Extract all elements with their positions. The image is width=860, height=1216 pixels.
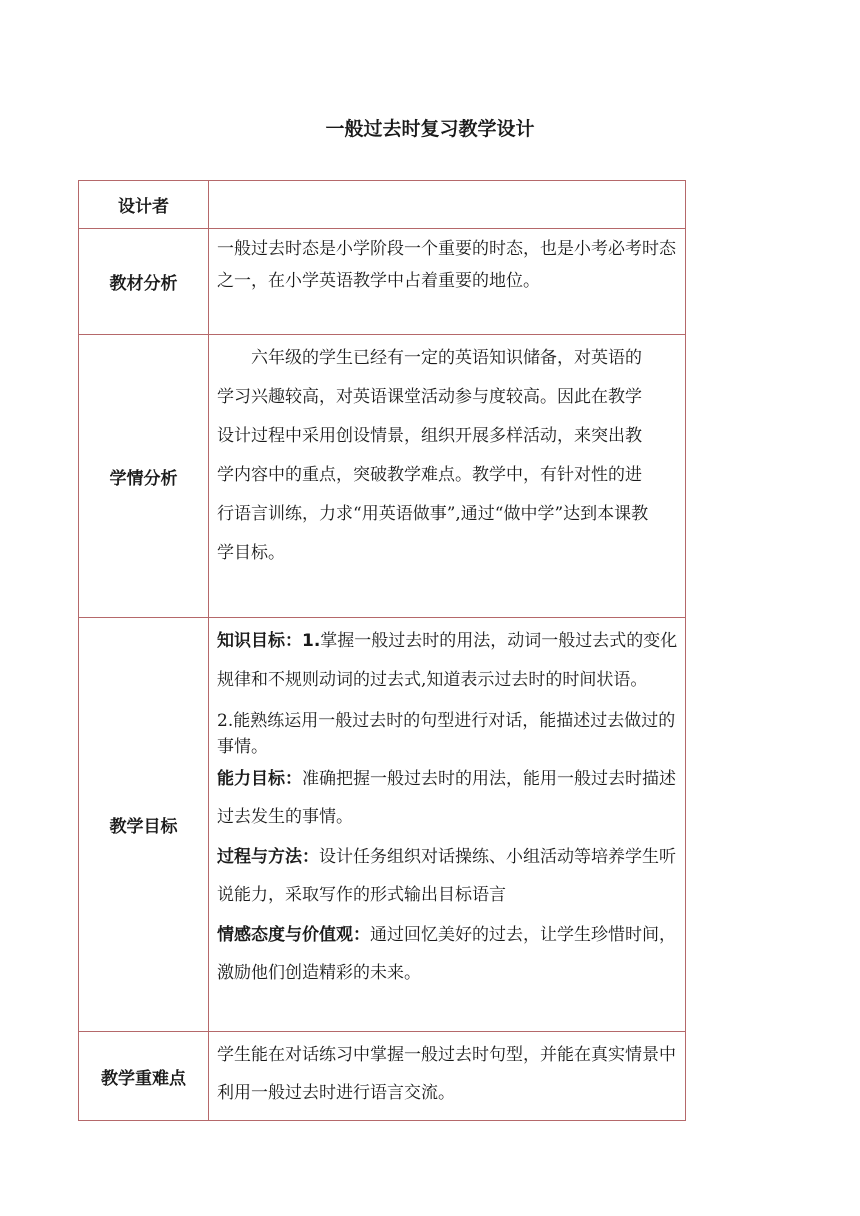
document-title: 一般过去时复习教学设计	[325, 118, 535, 140]
teaching-goals-cell	[209, 618, 686, 1032]
table-row	[79, 181, 686, 229]
process-goal-text: 设计任务组织对话操练、小组活动等培养学生听说能力，采取写作的形式输出目标语言	[217, 847, 676, 905]
knowledge-goal-2: 2.能熟练运用一般过去时的句型进行对话，能描述过去做过的事情。	[217, 711, 676, 757]
key-points-text: 学生能在对话练习中掌握一般过去时句型，并能在真实情景中利用一般过去时进行语言交流。	[209, 1032, 686, 1121]
learner-analysis-label: 学情分析	[79, 335, 209, 618]
ability-goal-text: 准确把握一般过去时的用法，能用一般过去时描述过去发生的事情。	[217, 769, 676, 827]
ability-goal	[217, 760, 679, 836]
designer-value	[209, 181, 686, 229]
material-analysis-text: 一般过去时态是小学阶段一个重要的时态，也是小考必考时态之一，在小学英语教学中占着重要的地位。	[209, 229, 686, 335]
material-analysis-label: 教材分析	[79, 229, 209, 335]
process-goal-label: 过程与方法：	[217, 847, 319, 867]
knowledge-goal-text: 掌握一般过去时的用法，动词一般过去式的变化规律和不规则动词的过去式,知道表示过去时的时间状语。	[217, 631, 678, 690]
ability-goal-label: 能力目标：	[217, 769, 302, 789]
emotion-goal	[217, 916, 679, 992]
lesson-plan-table	[78, 180, 686, 1121]
table-row	[79, 229, 686, 335]
knowledge-goal	[217, 622, 679, 700]
key-points-label: 教学重难点	[79, 1032, 209, 1121]
teaching-goals-label: 教学目标	[79, 618, 209, 1032]
designer-label: 设计者	[79, 181, 209, 229]
knowledge-goal-label: 知识目标：1.	[217, 631, 321, 651]
emotion-goal-label: 情感态度与价值观：	[217, 925, 370, 945]
learner-analysis-text: 六年级的学生已经有一定的英语知识储备，对英语的学习兴趣较高，对英语课堂活动参与度较高。因此在教学设计过程中采用创设情景，组织开展多样活动，来突出教学内容中的重点，突破教学难点。教学中，有针对性的进行语言训练，力求“用英语做事”,通过“做中学”达到本课教学目标。	[217, 348, 649, 563]
emotion-goal-text: 通过回忆美好的过去，让学生珍惜时间，激励他们创造精彩的未来。	[217, 925, 676, 983]
table-row	[79, 618, 686, 1032]
process-goal	[217, 838, 679, 914]
learner-analysis-cell	[209, 335, 686, 618]
table-row	[79, 1032, 686, 1121]
table-row	[79, 335, 686, 618]
